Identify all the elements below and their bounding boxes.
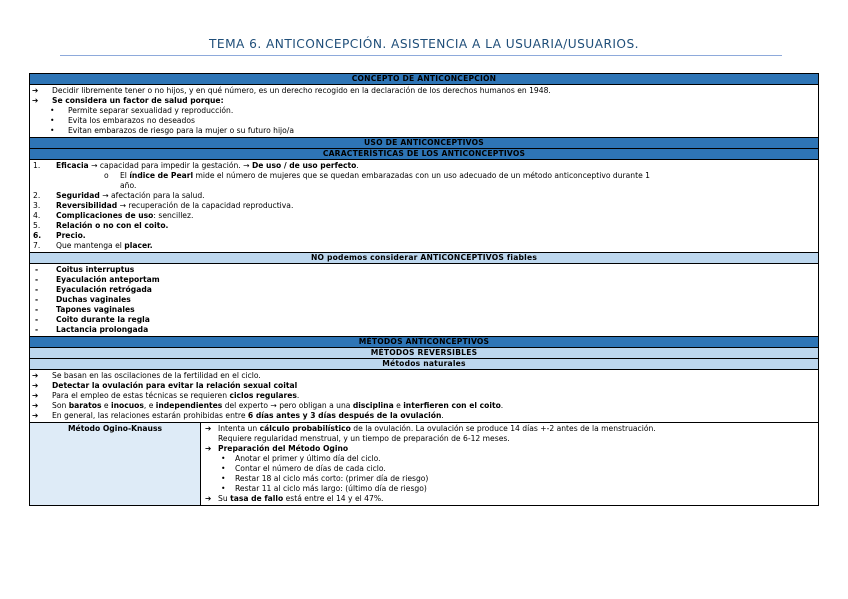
list-item: - Eyaculación retrógada [35,285,152,294]
arrow-icon: ➔ [32,401,39,410]
bullet-icon: • [221,464,226,473]
arrow-icon: → [243,161,250,170]
naturales-block [30,370,818,423]
bullet-icon: • [221,454,226,463]
list-item: - Eyaculación anteportam [35,275,160,284]
arrow-icon: → [270,401,277,410]
no-fiables-block [30,264,818,337]
list-item: ➔ Decidir libremente tener o no hijos, y en qué número, es un derecho recogido en la declaración de los derechos humanos en 1948. [32,86,551,95]
arrow-icon: → [91,161,98,170]
arrow-icon: ➔ [32,381,39,390]
list-item: • Contar el número de días de cada ciclo. [221,464,386,473]
list-item: • Anotar el primer y último día del ciclo. [221,454,381,463]
title-divider [60,55,782,56]
section-header-no-fiables: NO podemos considerar ANTICONCEPTIVOS fiables [30,253,818,264]
list-item: - Lactancia prolongada [35,325,149,334]
list-item: 7. Que mantenga el placer. [33,241,153,250]
arrow-icon: ➔ [205,424,212,433]
section-header-metodos: MÉTODOS ANTICONCEPTIVOS [30,337,818,348]
list-item: 4. Complicaciones de uso: sencillez. [33,211,194,220]
list-item: ➔ Preparación del Método Ogino [205,444,349,453]
arrow-icon: → [102,191,109,200]
arrow-icon: → [119,201,127,210]
list-item: 6. Precio. [33,231,86,240]
document-table [29,73,819,506]
section-header-concepto: CONCEPTO DE ANTICONCEPCIÓN [30,74,818,85]
list-item: ➔ Su tasa de fallo está entre el 14 y el 47%. [205,494,384,503]
list-item: - Duchas vaginales [35,295,131,304]
list-item: • Restar 11 al ciclo más largo: (último día de riesgo) [221,484,427,493]
bullet-icon: • [50,106,55,115]
caracteristicas-block [30,160,818,253]
arrow-icon: ➔ [32,371,39,380]
subheader-naturales: Métodos naturales [30,359,818,370]
list-item: ➔ Intenta un cálculo probabilístico de la ovulación. La ovulación se produce 14 días +-2 antes de la menstruación. [205,424,656,433]
list-item: • Evita los embarazos no deseados [50,116,195,125]
circle-bullet-icon: o [104,171,109,180]
concepto-block [30,85,818,138]
bullet-icon: • [50,116,55,125]
list-item-continuation: año. [120,181,137,190]
list-item: - Coito durante la regla [35,315,150,324]
bullet-icon: • [221,484,226,493]
list-item: o El índice de Pearl mide el número de mujeres que se quedan embarazadas con un uso adecuado de un método anticonceptivo durante 1 [104,171,651,180]
bullet-icon: • [221,474,226,483]
list-item: ➔ Detectar la ovulación para evitar la relación sexual coital [32,381,298,390]
page-title: TEMA 6. ANTICONCEPCIÓN. ASISTENCIA A LA USUARIA/USUARIOS. [209,37,639,51]
arrow-icon: ➔ [32,411,39,420]
ogino-content [201,423,818,505]
list-item: - Coitus interruptus [35,265,135,274]
list-item: 1. Eficacia → capacidad para impedir la gestación. → De uso / de uso perfecto. [33,161,359,170]
subheader-caracteristicas: CARACTERÍSTICAS DE LOS ANTICONCEPTIVOS [30,149,818,160]
ogino-label: Método Ogino-Knauss [30,423,201,505]
arrow-icon: ➔ [32,391,39,400]
list-item: • Restar 18 al ciclo más corto: (primer día de riesgo) [221,474,429,483]
ogino-row [30,423,818,506]
list-item: ➔ Para el empleo de estas técnicas se requieren ciclos regulares. [32,391,300,400]
bullet-icon: • [50,126,55,135]
section-header-uso: USO DE ANTICONCEPTIVOS [30,138,818,149]
list-item: ➔ En general, las relaciones estarán prohibidas entre 6 días antes y 3 días después de la ovulación. [32,411,444,420]
list-item: 5. Relación o no con el coito. [33,221,169,230]
list-item-continuation: Requiere regularidad menstrual, y un tiempo de preparación de 6-12 meses. [218,434,510,443]
arrow-icon: ➔ [205,494,212,503]
list-item: ➔ Son baratos e inocuos, e independientes del experto → pero obligan a una disciplina e interfieren con el coito. [32,401,504,410]
list-item: 2. Seguridad → afectación para la salud. [33,191,205,200]
list-item: • Permite separar sexualidad y reproducción. [50,106,234,115]
list-item: ➔ Se considera un factor de salud porque: [32,96,224,105]
list-item: 3. Reversibilidad → recuperación de la capacidad reproductiva. [33,201,294,210]
list-item: ➔ Se basan en las oscilaciones de la fertilidad en el ciclo. [32,371,261,380]
list-item: - Tapones vaginales [35,305,135,314]
subheader-reversibles: MÉTODOS REVERSIBLES [30,348,818,359]
arrow-icon: ➔ [205,444,212,453]
list-item: • Evitan embarazos de riesgo para la mujer o su futuro hijo/a [50,126,295,135]
arrow-icon: ➔ [32,96,39,105]
arrow-icon: ➔ [32,86,39,95]
